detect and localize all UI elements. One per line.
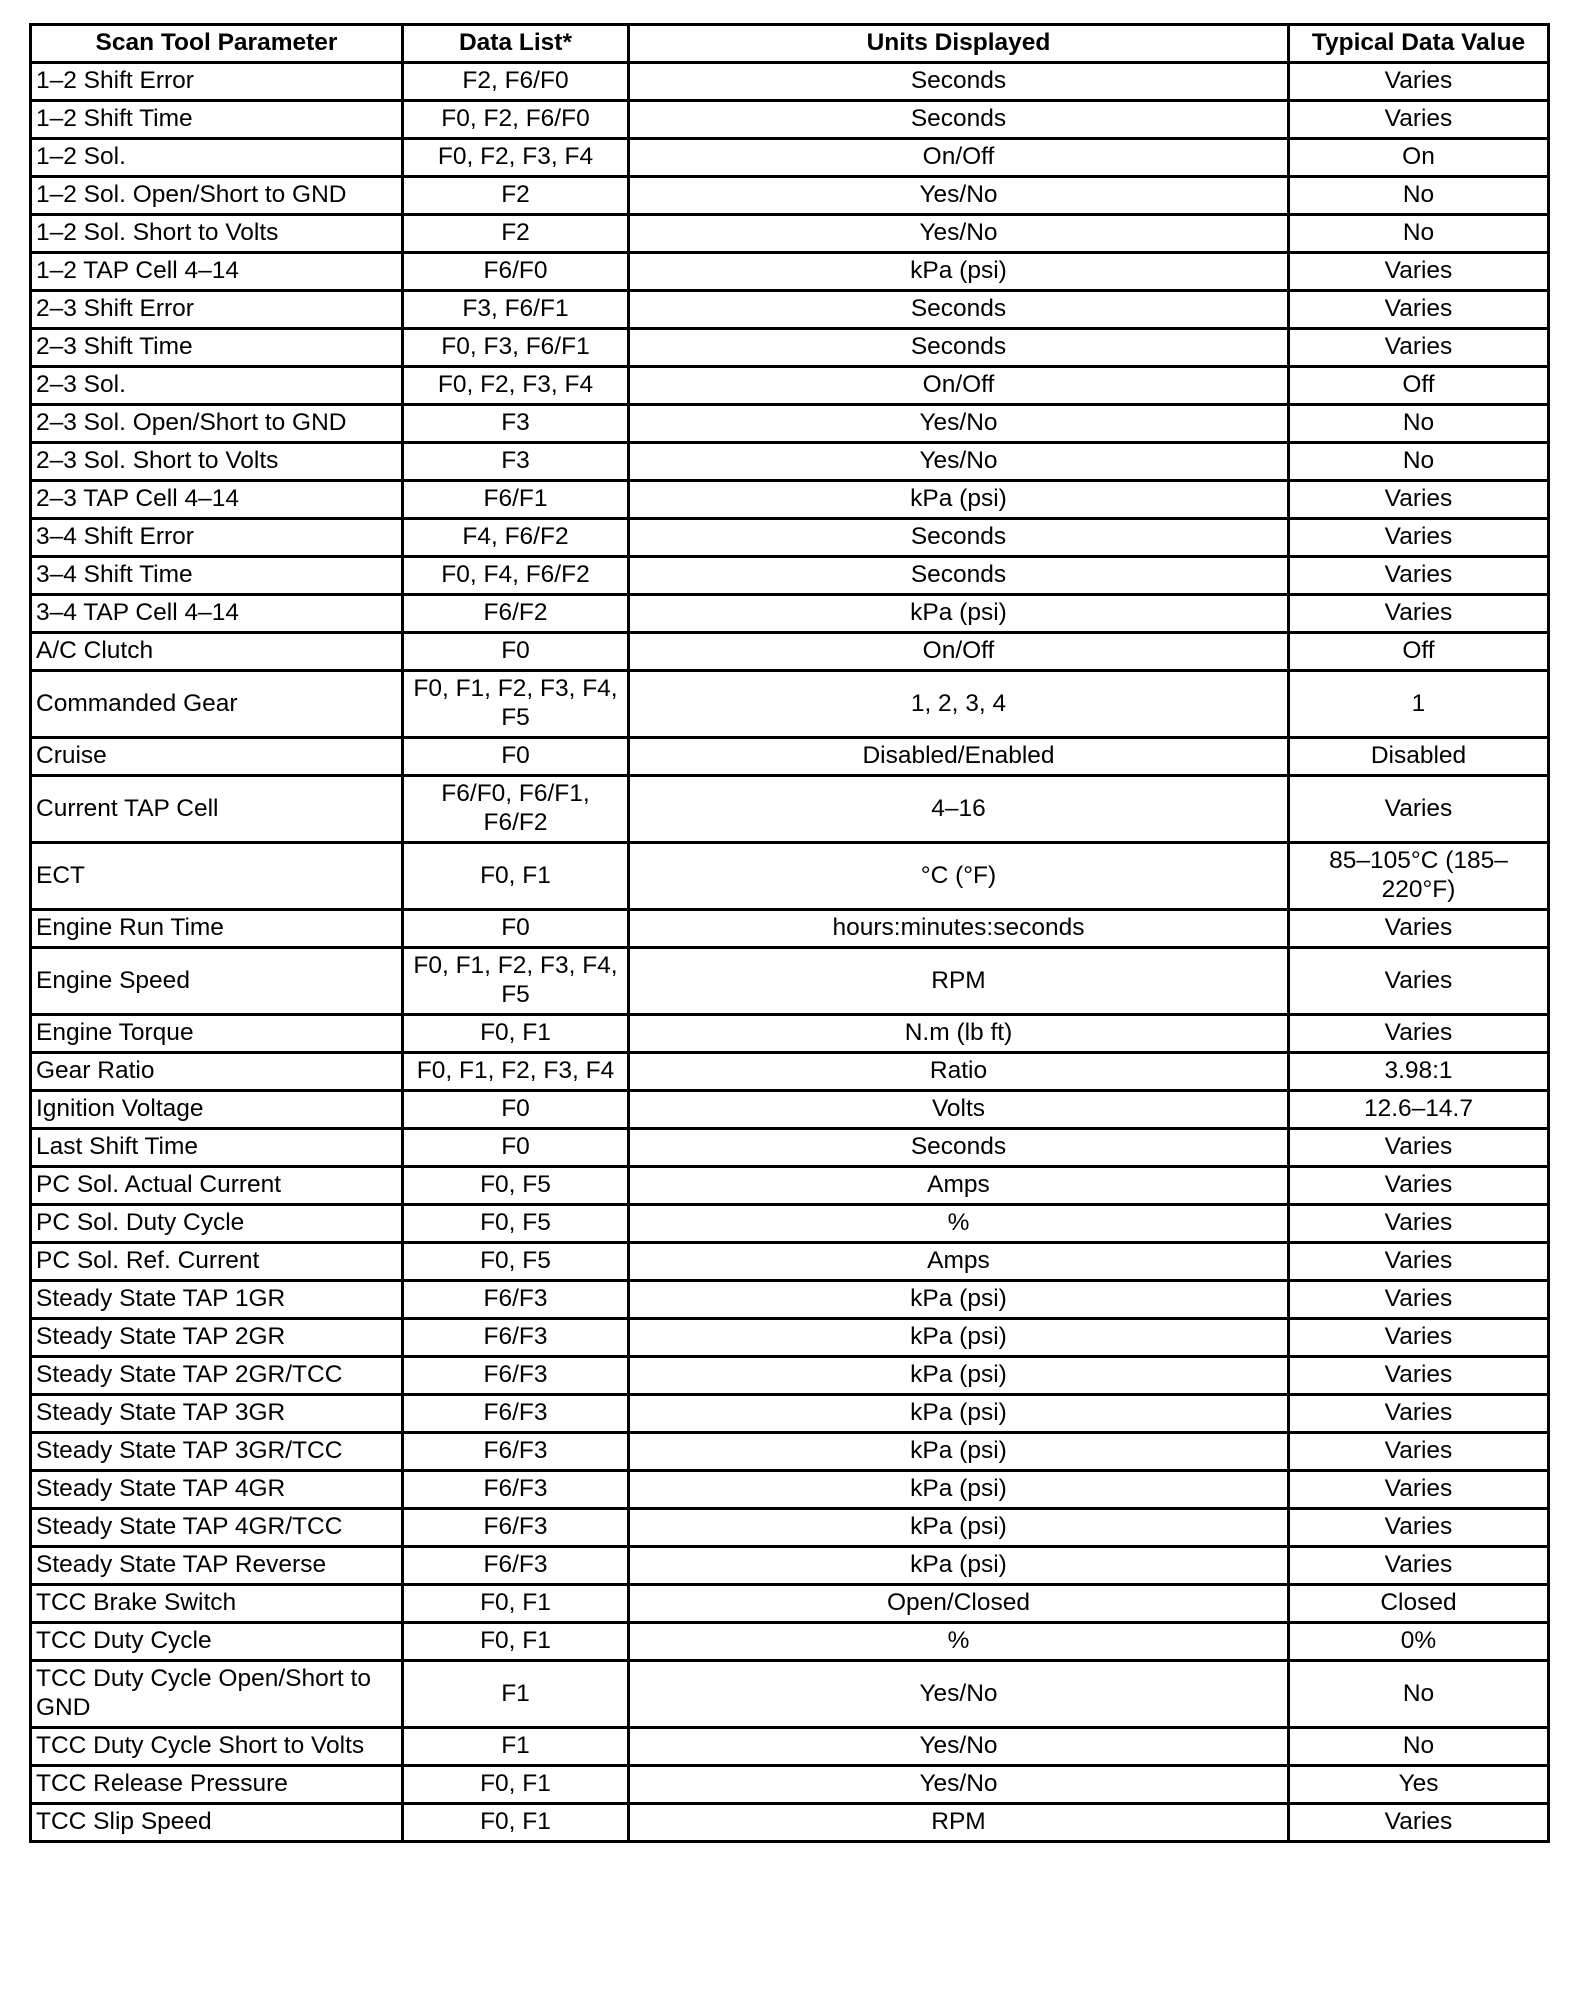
table-row (31, 1471, 1549, 1509)
cell-typical-data-value: Varies (1289, 1167, 1549, 1205)
table-row (31, 557, 1549, 595)
cell-data-list: F0, F2, F3, F4 (403, 139, 629, 177)
cell-data-list: F0, F1, F2, F3, F4, F5 (403, 671, 629, 738)
table-row (31, 1357, 1549, 1395)
cell-scan-tool-parameter: Engine Speed (31, 948, 403, 1015)
cell-typical-data-value: Varies (1289, 63, 1549, 101)
cell-scan-tool-parameter: Cruise (31, 738, 403, 776)
cell-units-displayed: 4–16 (629, 776, 1289, 843)
cell-typical-data-value: Varies (1289, 1804, 1549, 1842)
table-row (31, 329, 1549, 367)
cell-scan-tool-parameter: TCC Duty Cycle (31, 1623, 403, 1661)
cell-data-list: F0, F1, F2, F3, F4 (403, 1053, 629, 1091)
cell-units-displayed: On/Off (629, 139, 1289, 177)
cell-data-list: F6/F1 (403, 481, 629, 519)
table-row (31, 443, 1549, 481)
cell-scan-tool-parameter: PC Sol. Duty Cycle (31, 1205, 403, 1243)
cell-typical-data-value: Disabled (1289, 738, 1549, 776)
cell-units-displayed: Seconds (629, 329, 1289, 367)
cell-data-list: F0, F1 (403, 1015, 629, 1053)
cell-units-displayed: kPa (psi) (629, 1547, 1289, 1585)
cell-units-displayed: RPM (629, 1804, 1289, 1842)
cell-units-displayed: Seconds (629, 291, 1289, 329)
cell-data-list: F0, F1 (403, 843, 629, 910)
cell-data-list: F0, F1 (403, 1585, 629, 1623)
cell-typical-data-value: Varies (1289, 1357, 1549, 1395)
cell-units-displayed: kPa (psi) (629, 1433, 1289, 1471)
cell-typical-data-value: No (1289, 1661, 1549, 1728)
cell-data-list: F3 (403, 443, 629, 481)
table-row (31, 405, 1549, 443)
cell-data-list: F0 (403, 738, 629, 776)
header-typical-data-value: Typical Data Value (1289, 25, 1549, 63)
cell-typical-data-value: 1 (1289, 671, 1549, 738)
cell-data-list: F6/F3 (403, 1281, 629, 1319)
cell-data-list: F1 (403, 1728, 629, 1766)
header-scan-tool-parameter: Scan Tool Parameter (31, 25, 403, 63)
cell-data-list: F0 (403, 910, 629, 948)
cell-scan-tool-parameter: Steady State TAP 1GR (31, 1281, 403, 1319)
scan-tool-data-table (29, 23, 1550, 1843)
cell-typical-data-value: No (1289, 405, 1549, 443)
cell-scan-tool-parameter: Engine Torque (31, 1015, 403, 1053)
cell-typical-data-value: No (1289, 215, 1549, 253)
cell-typical-data-value: Varies (1289, 1433, 1549, 1471)
table-row (31, 843, 1549, 910)
cell-typical-data-value: Closed (1289, 1585, 1549, 1623)
cell-scan-tool-parameter: 2–3 Sol. Open/Short to GND (31, 405, 403, 443)
cell-scan-tool-parameter: Steady State TAP 4GR (31, 1471, 403, 1509)
cell-data-list: F4, F6/F2 (403, 519, 629, 557)
cell-typical-data-value: Off (1289, 633, 1549, 671)
cell-scan-tool-parameter: Steady State TAP 3GR (31, 1395, 403, 1433)
cell-data-list: F2, F6/F0 (403, 63, 629, 101)
cell-units-displayed: kPa (psi) (629, 1395, 1289, 1433)
table-row (31, 519, 1549, 557)
table-row (31, 101, 1549, 139)
cell-typical-data-value: 85–105°C (185–220°F) (1289, 843, 1549, 910)
table-row (31, 633, 1549, 671)
table-row (31, 1053, 1549, 1091)
cell-units-displayed: On/Off (629, 633, 1289, 671)
cell-units-displayed: Seconds (629, 63, 1289, 101)
cell-typical-data-value: Varies (1289, 329, 1549, 367)
cell-data-list: F0, F4, F6/F2 (403, 557, 629, 595)
cell-data-list: F3 (403, 405, 629, 443)
cell-scan-tool-parameter: 3–4 Shift Time (31, 557, 403, 595)
table-row (31, 1167, 1549, 1205)
cell-data-list: F6/F3 (403, 1547, 629, 1585)
table-row (31, 139, 1549, 177)
cell-typical-data-value: Varies (1289, 1319, 1549, 1357)
cell-units-displayed: kPa (psi) (629, 1509, 1289, 1547)
cell-scan-tool-parameter: TCC Release Pressure (31, 1766, 403, 1804)
cell-data-list: F0, F5 (403, 1205, 629, 1243)
cell-typical-data-value: Varies (1289, 948, 1549, 1015)
cell-typical-data-value: 3.98:1 (1289, 1053, 1549, 1091)
cell-data-list: F2 (403, 215, 629, 253)
cell-data-list: F0, F2, F6/F0 (403, 101, 629, 139)
cell-scan-tool-parameter: Ignition Voltage (31, 1091, 403, 1129)
cell-data-list: F0, F5 (403, 1243, 629, 1281)
cell-data-list: F0, F1, F2, F3, F4, F5 (403, 948, 629, 1015)
cell-scan-tool-parameter: Last Shift Time (31, 1129, 403, 1167)
table-row (31, 215, 1549, 253)
table-header (31, 25, 1549, 63)
cell-data-list: F3, F6/F1 (403, 291, 629, 329)
cell-scan-tool-parameter: TCC Duty Cycle Short to Volts (31, 1728, 403, 1766)
table-row (31, 1395, 1549, 1433)
table-row (31, 1804, 1549, 1842)
table-row (31, 481, 1549, 519)
cell-typical-data-value: No (1289, 1728, 1549, 1766)
table-row (31, 1091, 1549, 1129)
table-row (31, 177, 1549, 215)
cell-scan-tool-parameter: TCC Slip Speed (31, 1804, 403, 1842)
cell-scan-tool-parameter: Gear Ratio (31, 1053, 403, 1091)
header-row (31, 25, 1549, 63)
cell-typical-data-value: Varies (1289, 1471, 1549, 1509)
cell-scan-tool-parameter: Steady State TAP 2GR (31, 1319, 403, 1357)
cell-units-displayed: RPM (629, 948, 1289, 1015)
cell-data-list: F6/F3 (403, 1357, 629, 1395)
cell-scan-tool-parameter: 2–3 TAP Cell 4–14 (31, 481, 403, 519)
cell-data-list: F1 (403, 1661, 629, 1728)
cell-typical-data-value: Yes (1289, 1766, 1549, 1804)
cell-scan-tool-parameter: 2–3 Sol. Short to Volts (31, 443, 403, 481)
table-row (31, 1623, 1549, 1661)
cell-data-list: F0, F3, F6/F1 (403, 329, 629, 367)
cell-units-displayed: Volts (629, 1091, 1289, 1129)
table-row (31, 1015, 1549, 1053)
table-row (31, 738, 1549, 776)
cell-units-displayed: Seconds (629, 557, 1289, 595)
cell-units-displayed: Amps (629, 1243, 1289, 1281)
cell-typical-data-value: Varies (1289, 1547, 1549, 1585)
cell-data-list: F0, F1 (403, 1766, 629, 1804)
cell-units-displayed: hours:minutes:seconds (629, 910, 1289, 948)
cell-typical-data-value: Varies (1289, 101, 1549, 139)
cell-units-displayed: Yes/No (629, 1661, 1289, 1728)
cell-scan-tool-parameter: 1–2 Shift Error (31, 63, 403, 101)
table-row (31, 1319, 1549, 1357)
cell-typical-data-value: Off (1289, 367, 1549, 405)
cell-units-displayed: N.m (lb ft) (629, 1015, 1289, 1053)
table-row (31, 948, 1549, 1015)
cell-scan-tool-parameter: Steady State TAP 4GR/TCC (31, 1509, 403, 1547)
cell-data-list: F0, F5 (403, 1167, 629, 1205)
table-row (31, 253, 1549, 291)
table-row (31, 1281, 1549, 1319)
cell-scan-tool-parameter: Steady State TAP 2GR/TCC (31, 1357, 403, 1395)
cell-units-displayed: Yes/No (629, 443, 1289, 481)
cell-data-list: F0, F1 (403, 1623, 629, 1661)
cell-typical-data-value: Varies (1289, 519, 1549, 557)
cell-data-list: F6/F3 (403, 1433, 629, 1471)
table-row (31, 1205, 1549, 1243)
cell-units-displayed: kPa (psi) (629, 1471, 1289, 1509)
table-row (31, 367, 1549, 405)
cell-scan-tool-parameter: 2–3 Shift Error (31, 291, 403, 329)
cell-data-list: F0 (403, 1091, 629, 1129)
cell-data-list: F0, F2, F3, F4 (403, 367, 629, 405)
cell-typical-data-value: 0% (1289, 1623, 1549, 1661)
cell-scan-tool-parameter: 1–2 Sol. Short to Volts (31, 215, 403, 253)
cell-units-displayed: % (629, 1623, 1289, 1661)
header-units-displayed: Units Displayed (629, 25, 1289, 63)
cell-data-list: F2 (403, 177, 629, 215)
cell-typical-data-value: Varies (1289, 291, 1549, 329)
cell-scan-tool-parameter: 2–3 Sol. (31, 367, 403, 405)
cell-typical-data-value: Varies (1289, 1129, 1549, 1167)
cell-scan-tool-parameter: 3–4 TAP Cell 4–14 (31, 595, 403, 633)
table-row (31, 1243, 1549, 1281)
cell-units-displayed: Yes/No (629, 215, 1289, 253)
cell-units-displayed: Yes/No (629, 405, 1289, 443)
cell-typical-data-value: Varies (1289, 1395, 1549, 1433)
cell-units-displayed: kPa (psi) (629, 1357, 1289, 1395)
cell-units-displayed: Yes/No (629, 177, 1289, 215)
table-row (31, 595, 1549, 633)
cell-scan-tool-parameter: Current TAP Cell (31, 776, 403, 843)
cell-scan-tool-parameter: PC Sol. Ref. Current (31, 1243, 403, 1281)
table-row (31, 1661, 1549, 1728)
cell-units-displayed: kPa (psi) (629, 1281, 1289, 1319)
cell-typical-data-value: Varies (1289, 910, 1549, 948)
cell-units-displayed: Yes/No (629, 1766, 1289, 1804)
table-row (31, 1728, 1549, 1766)
cell-units-displayed: % (629, 1205, 1289, 1243)
cell-units-displayed: 1, 2, 3, 4 (629, 671, 1289, 738)
cell-units-displayed: °C (°F) (629, 843, 1289, 910)
cell-data-list: F6/F2 (403, 595, 629, 633)
header-data-list: Data List* (403, 25, 629, 63)
table-row (31, 1547, 1549, 1585)
cell-units-displayed: Ratio (629, 1053, 1289, 1091)
table-row (31, 1585, 1549, 1623)
table-row (31, 910, 1549, 948)
cell-units-displayed: kPa (psi) (629, 481, 1289, 519)
table-row (31, 671, 1549, 738)
cell-units-displayed: Yes/No (629, 1728, 1289, 1766)
table-row (31, 1509, 1549, 1547)
cell-typical-data-value: Varies (1289, 1243, 1549, 1281)
cell-typical-data-value: On (1289, 139, 1549, 177)
cell-scan-tool-parameter: TCC Brake Switch (31, 1585, 403, 1623)
cell-scan-tool-parameter: Steady State TAP 3GR/TCC (31, 1433, 403, 1471)
cell-typical-data-value: 12.6–14.7 (1289, 1091, 1549, 1129)
cell-data-list: F0, F1 (403, 1804, 629, 1842)
cell-units-displayed: Open/Closed (629, 1585, 1289, 1623)
cell-data-list: F6/F3 (403, 1395, 629, 1433)
cell-scan-tool-parameter: A/C Clutch (31, 633, 403, 671)
cell-typical-data-value: Varies (1289, 1509, 1549, 1547)
cell-data-list: F6/F0, F6/F1, F6/F2 (403, 776, 629, 843)
cell-scan-tool-parameter: Engine Run Time (31, 910, 403, 948)
cell-scan-tool-parameter: TCC Duty Cycle Open/Short to GND (31, 1661, 403, 1728)
cell-typical-data-value: No (1289, 177, 1549, 215)
cell-typical-data-value: Varies (1289, 253, 1549, 291)
cell-typical-data-value: Varies (1289, 481, 1549, 519)
cell-units-displayed: Seconds (629, 519, 1289, 557)
cell-scan-tool-parameter: 2–3 Shift Time (31, 329, 403, 367)
table-body (31, 63, 1549, 1842)
cell-units-displayed: Seconds (629, 101, 1289, 139)
cell-typical-data-value: Varies (1289, 1205, 1549, 1243)
cell-scan-tool-parameter: 1–2 TAP Cell 4–14 (31, 253, 403, 291)
table-row (31, 1129, 1549, 1167)
table-row (31, 63, 1549, 101)
table-row (31, 1433, 1549, 1471)
cell-units-displayed: kPa (psi) (629, 595, 1289, 633)
cell-units-displayed: Disabled/Enabled (629, 738, 1289, 776)
table-row (31, 291, 1549, 329)
cell-scan-tool-parameter: 1–2 Sol. Open/Short to GND (31, 177, 403, 215)
cell-units-displayed: kPa (psi) (629, 253, 1289, 291)
cell-data-list: F6/F0 (403, 253, 629, 291)
cell-scan-tool-parameter: 1–2 Sol. (31, 139, 403, 177)
cell-scan-tool-parameter: Commanded Gear (31, 671, 403, 738)
cell-typical-data-value: Varies (1289, 776, 1549, 843)
cell-typical-data-value: Varies (1289, 595, 1549, 633)
table-row (31, 776, 1549, 843)
cell-scan-tool-parameter: ECT (31, 843, 403, 910)
cell-units-displayed: Seconds (629, 1129, 1289, 1167)
cell-scan-tool-parameter: 3–4 Shift Error (31, 519, 403, 557)
cell-typical-data-value: No (1289, 443, 1549, 481)
cell-typical-data-value: Varies (1289, 1281, 1549, 1319)
cell-data-list: F0 (403, 1129, 629, 1167)
cell-typical-data-value: Varies (1289, 1015, 1549, 1053)
cell-scan-tool-parameter: PC Sol. Actual Current (31, 1167, 403, 1205)
cell-units-displayed: On/Off (629, 367, 1289, 405)
cell-typical-data-value: Varies (1289, 557, 1549, 595)
cell-data-list: F0 (403, 633, 629, 671)
cell-scan-tool-parameter: Steady State TAP Reverse (31, 1547, 403, 1585)
cell-data-list: F6/F3 (403, 1319, 629, 1357)
cell-units-displayed: kPa (psi) (629, 1319, 1289, 1357)
table-row (31, 1766, 1549, 1804)
cell-data-list: F6/F3 (403, 1509, 629, 1547)
cell-data-list: F6/F3 (403, 1471, 629, 1509)
cell-scan-tool-parameter: 1–2 Shift Time (31, 101, 403, 139)
cell-units-displayed: Amps (629, 1167, 1289, 1205)
